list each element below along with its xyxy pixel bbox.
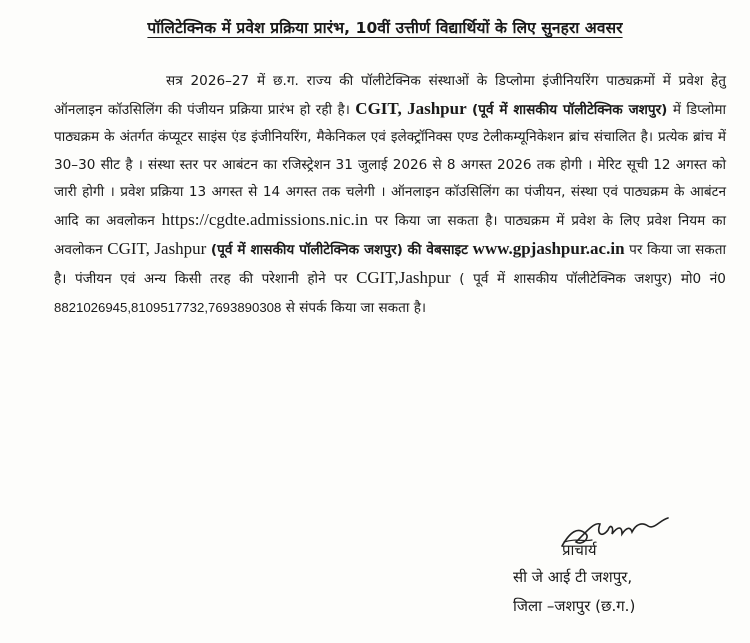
mobile-label: मो0 नं0 xyxy=(680,271,726,288)
admission-portal-url: https://cgdte.admissions.nic.in xyxy=(161,210,369,230)
former-name-note: (पूर्व में शासकीय पॉलीटेक्निक जशपुर) xyxy=(210,242,403,259)
contact-phone-numbers: 8821026945,8109517732,7693890308 xyxy=(54,299,282,315)
body-segment-contact: पर किया जा सकता है। पंजीयन एवं अन्य किसी तरह की परेशानी होने पर xyxy=(54,242,726,288)
body-segment-rules: पर किया जा सकता है। पाठ्यक्रम में प्रवेश के लिए प्रवेश नियम का अवलोकन xyxy=(54,213,726,259)
principal-designation: प्राचार्य xyxy=(562,541,597,559)
institute-name-cgit: CGIT, Jashpur xyxy=(107,239,207,259)
body-segment-closing: से संपर्क किया जा सकता है। xyxy=(285,299,427,316)
body-segment-intro: सत्र 2026–27 में छ.ग. राज्य की पॉलीटेक्निक संस्थाओं के डिप्लोमा इंजीनियरिंग पाठ्यक्रमों में प्रवेश हेतु ऑनलाइन कॉउसिलिंग की पंजीयन प्रक्रिया प्रारंभ हो रही है। xyxy=(54,73,726,119)
body-segment-branches: में डिप्लोमा पाठ्यक्रम के अंतर्गत कंप्यूटर साइंस एंड इंजीनियरिंग, मैकेनिकल एवं इलेक्ट्रॉनिक्स एण्ड टेलीकम्यूनिकेशन ब्रांच संचालित है। प्रत्येक ब्रांच में 30–30 सीट है । संस्था स्तर पर आबंटन का रजिस्ट्रेशन 31 जुलाई 2026 से 8 अगस्त 2026 तक होगी । मेरिट सूची 12 अगस्त को जारी होगी । प्रवेश प्रक्रिया 13 अगस्त से 14 अगस्त तक चलेगी । ऑनलाइन कॉउसिलिंग का पंजीयन, संस्था एवं पाठ्यक्रम के आबंटन आदि का अवलोकन xyxy=(54,102,726,230)
institute-name-cgit: CGIT, Jashpur xyxy=(355,99,467,119)
institute-name-cgit: CGIT,Jashpur xyxy=(356,268,451,288)
body-segment-website-label: की वेबसाइट xyxy=(407,242,468,259)
district-name: जिला –जशपुर (छ.ग.) xyxy=(513,597,636,615)
notice-body xyxy=(54,68,726,322)
institute-name: सी जे आई टी जशपुर, xyxy=(513,568,633,586)
former-name-note: ( पूर्व में शासकीय पॉलीटेक्निक जशपुर) xyxy=(459,271,673,288)
notice-headline: पॉलिटेक्निक में प्रवेश प्रक्रिया प्रारंभ, 10वीं उत्तीर्ण विद्यार्थियों के लिए सुनहरा अवसर xyxy=(147,19,623,37)
institute-website: www.gpjashpur.ac.in xyxy=(472,239,625,259)
former-name-note: (पूर्व में शासकीय पॉलीटेक्निक जशपुर) xyxy=(472,102,668,119)
